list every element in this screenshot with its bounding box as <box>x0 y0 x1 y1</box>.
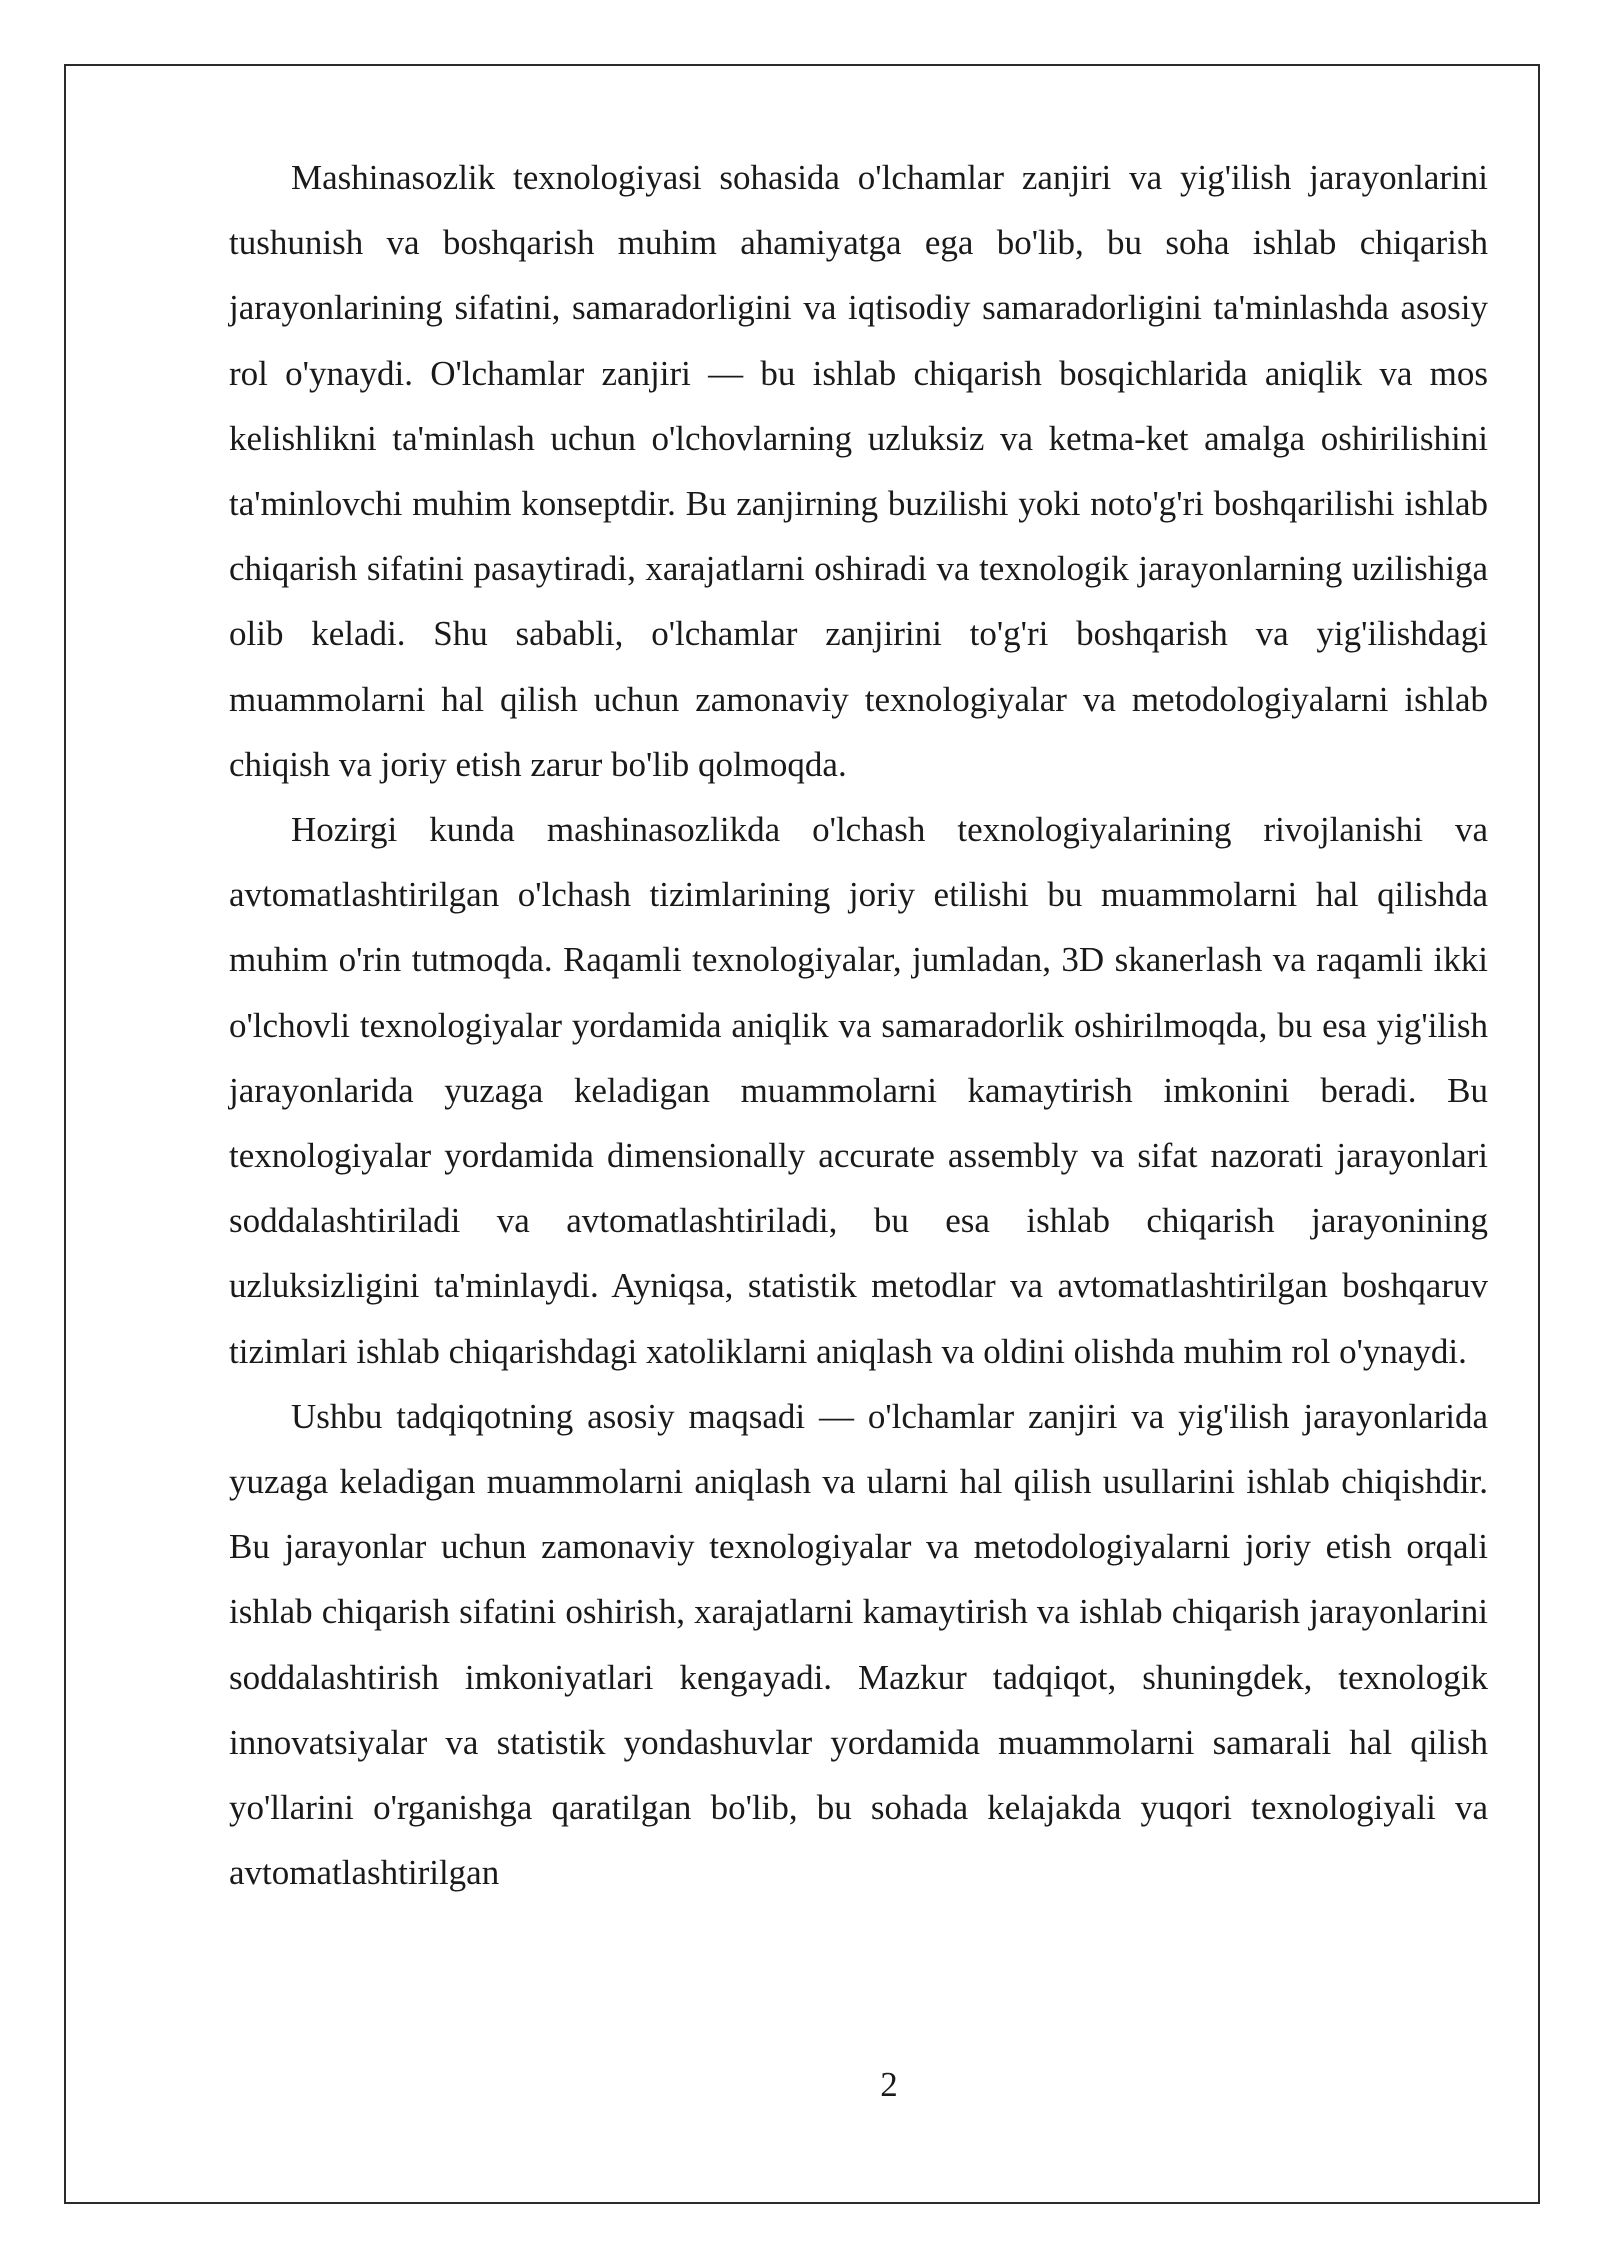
page-number: 2 <box>880 2065 898 2104</box>
paragraph-3: Ushbu tadqiqotning asosiy maqsadi — o'lchamlar zanjiri va yig'ilish jarayonlarida yuzaga keladigan muammolarni aniqlash va ularni hal qilish usullarini ishlab chiqishdir. Bu jarayonlar uchun zamonaviy texnologiyalar va metodologiyalarni joriy etish orqali ishlab chiqarish sifatini oshirish, xarajatlarni kamaytirish va ishlab chiqarish jarayonlarini soddalashtirish imkoniyatlari kengayadi. Mazkur tadqiqot, shuningdek, texnologik innovatsiyalar va statistik yondashuvlar yordamida muammolarni samarali hal qilish yo'llarini o'rganishga qaratilgan bo'lib, bu sohada kelajakda yuqori texnologiyali va avtomatlashtirilgan <box>229 1396 1488 1893</box>
document-body <box>229 145 1488 1905</box>
paragraph-1: Mashinasozlik texnologiyasi sohasida o'lchamlar zanjiri va yig'ilish jarayonlarini tushunish va boshqarish muhim ahamiyatga ega bo'lib, bu soha ishlab chiqarish jarayonlarining sifatini, samaradorligini va iqtisodiy samaradorligini ta'minlashda asosiy rol o'ynaydi. O'lchamlar zanjiri — bu ishlab chiqarish bosqichlarida aniqlik va mos kelishlikni ta'minlash uchun o'lchovlarning uzluksiz va ketma-ket amalga oshirilishini ta'minlovchi muhim konseptdir. Bu zanjirning buzilishi yoki noto'g'ri boshqarilishi ishlab chiqarish sifatini pasaytiradi, xarajatlarni oshiradi va texnologik jarayonlarning uzilishiga olib keladi. Shu sababli, o'lchamlar zanjirini to'g'ri boshqarish va yig'ilishdagi muammolarni hal qilish uchun zamonaviy texnologiyalar va metodologiyalarni ishlab chiqish va joriy etish zarur bo'lib qolmoqda. <box>229 158 1488 784</box>
paragraph-2: Hozirgi kunda mashinasozlikda o'lchash texnologiyalarining rivojlanishi va avtomatlashtirilgan o'lchash tizimlarining joriy etilishi bu muammolarni hal qilishda muhim o'rin tutmoqda. Raqamli texnologiyalar, jumladan, 3D skanerlash va raqamli ikki o'lchovli texnologiyalar yordamida aniqlik va samaradorlik oshirilmoqda, bu esa yig'ilish jarayonlarida yuzaga keladigan muammolarni kamaytirish imkonini beradi. Bu texnologiyalar yordamida dimensionally accurate assembly va sifat nazorati jarayonlari soddalashtiriladi va avtomatlashtiriladi, bu esa ishlab chiqarish jarayonining uzluksizligini ta'minlaydi. Ayniqsa, statistik metodlar va avtomatlashtirilgan boshqaruv tizimlari ishlab chiqarishdagi xatoliklarni aniqlash va oldini olishda muhim rol o'ynaydi. <box>229 810 1488 1371</box>
